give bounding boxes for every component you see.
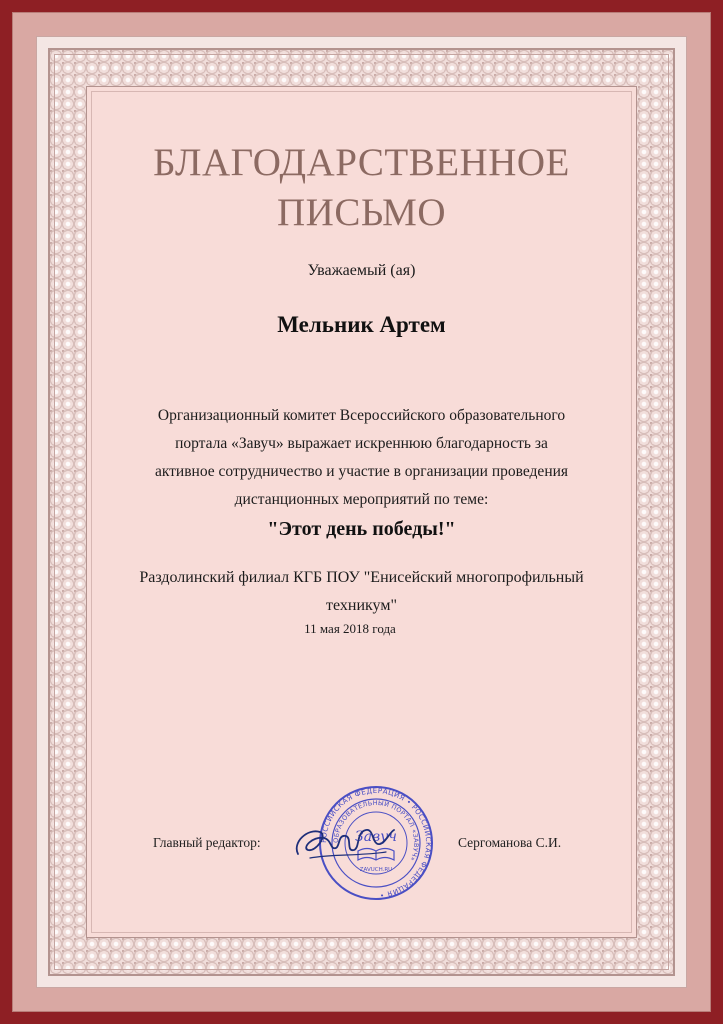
signature-scribble	[290, 818, 400, 866]
seal-center-text: Завуч	[354, 829, 398, 845]
organization	[0, 564, 723, 620]
title-line-2: ПИСЬМО	[276, 191, 447, 234]
event-theme: "Этот день победы!"	[267, 518, 456, 540]
editor-name: Сергоманова С.И.	[458, 835, 562, 850]
seal-inner-text: ОБРАЗОВАТЕЛЬНЫЙ ПОРТАЛ «ЗАВУЧ»	[331, 798, 421, 863]
body-line: портала «Завуч» выражает искреннюю благодарность за	[175, 435, 548, 452]
issue-date: 11 мая 2018 года	[304, 621, 396, 636]
body-text	[0, 402, 723, 514]
body-line: активное сотрудничество и участие в организации проведения	[154, 463, 569, 480]
recipient-name: Мельник Артем	[277, 312, 446, 337]
body-line: Организационный комитет Всероссийского образовательного	[157, 407, 566, 424]
editor-label: Главный редактор:	[153, 835, 261, 850]
title-line-1: БЛАГОДАРСТВЕННОЕ	[153, 141, 570, 184]
body-line: дистанционных мероприятий по теме:	[234, 491, 489, 508]
seal-outer-text: РОССИЙСКАЯ ФЕДЕРАЦИЯ • РОССИЙСКАЯ ФЕДЕРАЦИЯ •	[318, 785, 434, 900]
organization-line: Раздолинский филиал КГБ ПОУ "Енисейский многопрофильный	[139, 569, 584, 586]
organization-line: техникум"	[326, 597, 397, 614]
certificate-title	[0, 138, 723, 238]
seal-url-text: ZAVUCH.RU	[359, 867, 393, 873]
greeting: Уважаемый (ая)	[307, 262, 416, 279]
